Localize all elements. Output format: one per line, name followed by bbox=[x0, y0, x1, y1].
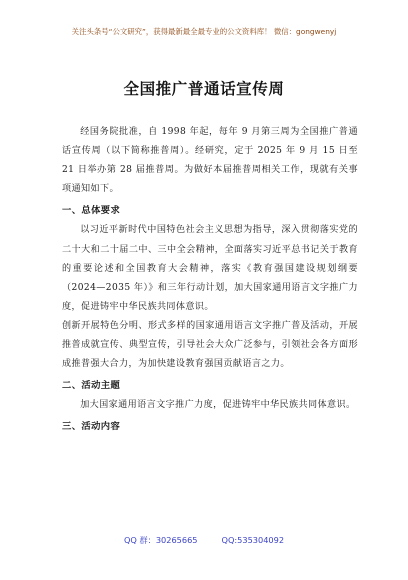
section-1-paragraph-1: 以习近平新时代中国特色社会主义思想为指导，深入贯彻落实党的二十大和二十届二中、三中全会精神，全面落实习近平总书记关于教育的重要论述和全国教育大会精神，落实《教育强国建设规划纲要（2024—2035 年）》和三年行动计划，加大国家通用语言文字推广力度，促进铸牢中华民族共同体意识。 bbox=[62, 225, 358, 312]
footer-qq: QQ:535304092 bbox=[221, 535, 285, 545]
section-heading-general-requirements: 一、总体要求 bbox=[62, 205, 121, 217]
section-heading-theme: 二、活动主题 bbox=[62, 380, 121, 392]
section-2-paragraph-1: 加大国家通用语言文字推广力度，促进铸牢中华民族共同体意识。 bbox=[80, 400, 356, 411]
document-title: 全国推广普通话宣传周 bbox=[123, 80, 285, 98]
intro-paragraph: 经国务院批准，自 1998 年起，每年 9 月第三周为全国推广普通话宣传周（以下简称推普周）。经研究，定于 2025 年 9 月 15 日至 21 日举办第 28 届推普周。为做好本届推普周相关工作，现就有关事项通知如下。 bbox=[62, 127, 358, 195]
header-promo-note: 关注头条号“公文研究”，获得最新最全最专业的公文资料库！ 微信：gongwenyj bbox=[71, 27, 337, 36]
section-heading-content: 三、活动内容 bbox=[62, 421, 121, 433]
section-1-paragraph-2: 创新开展特色分明、形式多样的国家通用语言文字推广普及活动，开展推普成就宣传、典型宣传，引导社会大众广泛参与，引领社会各方面形成推普强大合力，为加快建设教育强国贡献语言之力。 bbox=[62, 320, 358, 370]
footer-contact bbox=[0, 535, 408, 546]
document-body bbox=[62, 123, 358, 438]
footer-qq-group: QQ 群：30265665 bbox=[123, 535, 198, 545]
